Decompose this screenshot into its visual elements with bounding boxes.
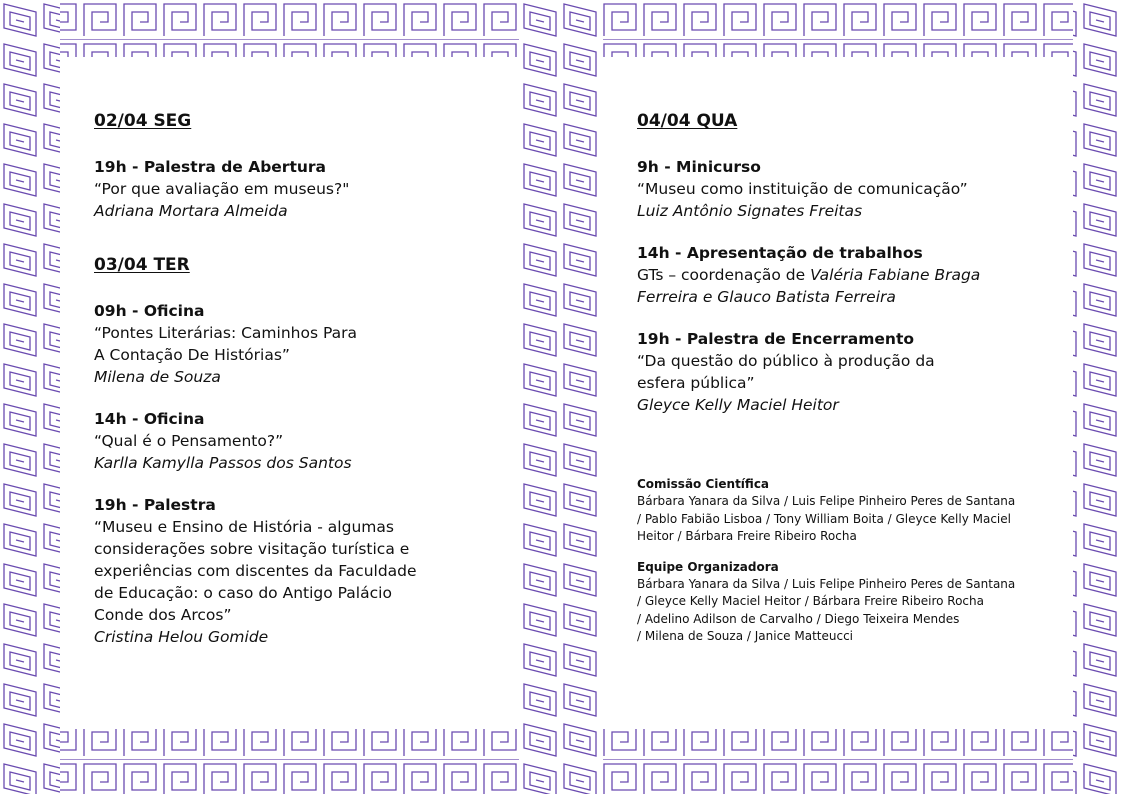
event-title: A Contação De Histórias”: [94, 346, 290, 364]
committee-title: Equipe Organizadora: [637, 559, 779, 574]
committee-line: / Gleyce Kelly Maciel Heitor / Bárbara Freire Ribeiro Rocha: [637, 594, 984, 608]
committee-title: Comissão Científica: [637, 477, 770, 491]
event-title: “Por que avaliação em museus?": [94, 180, 350, 198]
event-title: de Educação: o caso do Antigo Palácio: [94, 584, 392, 602]
event: [637, 328, 1057, 416]
committee-line: / Pablo Fabião Lisboa / Tony William Boita / Gleyce Kelly Maciel: [637, 511, 1011, 526]
event: [94, 408, 514, 474]
event-speaker: Milena de Souza: [94, 368, 221, 386]
event-title: “Museu e Ensino de História - algumas: [94, 518, 394, 536]
event-time: 09h - Oficina: [94, 302, 205, 320]
event-speaker: Ferreira e Glauco Batista Ferreira: [637, 288, 896, 306]
day-heading: 04/04 QUA: [637, 111, 738, 131]
committee-line: / Milena de Souza / Janice Matteucci: [637, 629, 853, 643]
event: [94, 156, 514, 222]
event-time: 14h - Apresentação de trabalhos: [637, 244, 923, 262]
event-speaker: Luiz Antônio Signates Freitas: [637, 202, 863, 220]
event-speaker: Cristina Helou Gomide: [94, 628, 269, 646]
event: [94, 494, 514, 648]
right-column: [637, 108, 1057, 436]
event-speaker: Adriana Mortara Almeida: [94, 202, 288, 220]
event-title: esfera pública”: [637, 374, 755, 392]
event: [637, 156, 1057, 222]
event-title: experiências com discentes da Faculdade: [94, 562, 417, 580]
committee-line: Heitor / Bárbara Freire Ribeiro Rocha: [637, 529, 857, 543]
event: [637, 242, 1057, 308]
committees: [637, 476, 1037, 659]
event-speaker: Karlla Kamylla Passos dos Santos: [94, 454, 352, 472]
event-speaker: Gleyce Kelly Maciel Heitor: [637, 396, 839, 414]
event-title: “Pontes Literárias: Caminhos Para: [94, 324, 357, 342]
committee-members: [637, 493, 1037, 546]
event-title: “Museu como instituição de comunicação”: [637, 180, 968, 198]
committee-line: Bárbara Yanara da Silva / Luis Felipe Pinheiro Peres de Santana: [637, 576, 1016, 591]
event-title: considerações sobre visitação turística e: [94, 540, 410, 558]
day-heading: 03/04 TER: [94, 255, 190, 275]
event-time: 14h - Oficina: [94, 410, 205, 428]
committee-members: [637, 576, 1037, 646]
committee-line: Bárbara Yanara da Silva / Luis Felipe Pinheiro Peres de Santana: [637, 494, 1016, 508]
committee-line: / Adelino Adilson de Carvalho / Diego Teixeira Mendes: [637, 611, 960, 626]
left-column: [94, 108, 514, 668]
event-coordinator: Valéria Fabiane Braga: [810, 266, 981, 284]
event-time: 9h - Minicurso: [637, 158, 761, 176]
event-title: “Da questão do público à produção da: [637, 352, 935, 370]
event-title: Conde dos Arcos”: [94, 606, 232, 624]
event-time: 19h - Palestra de Encerramento: [637, 330, 915, 348]
event-title: [637, 264, 1057, 286]
event-title-plain: GTs – coordenação de: [637, 266, 811, 284]
event: [94, 300, 514, 388]
event-time: 19h - Palestra de Abertura: [94, 158, 326, 176]
event-time: 19h - Palestra: [94, 496, 216, 514]
day-heading: 02/04 SEG: [94, 111, 192, 131]
event-title: “Qual é o Pensamento?”: [94, 432, 284, 450]
